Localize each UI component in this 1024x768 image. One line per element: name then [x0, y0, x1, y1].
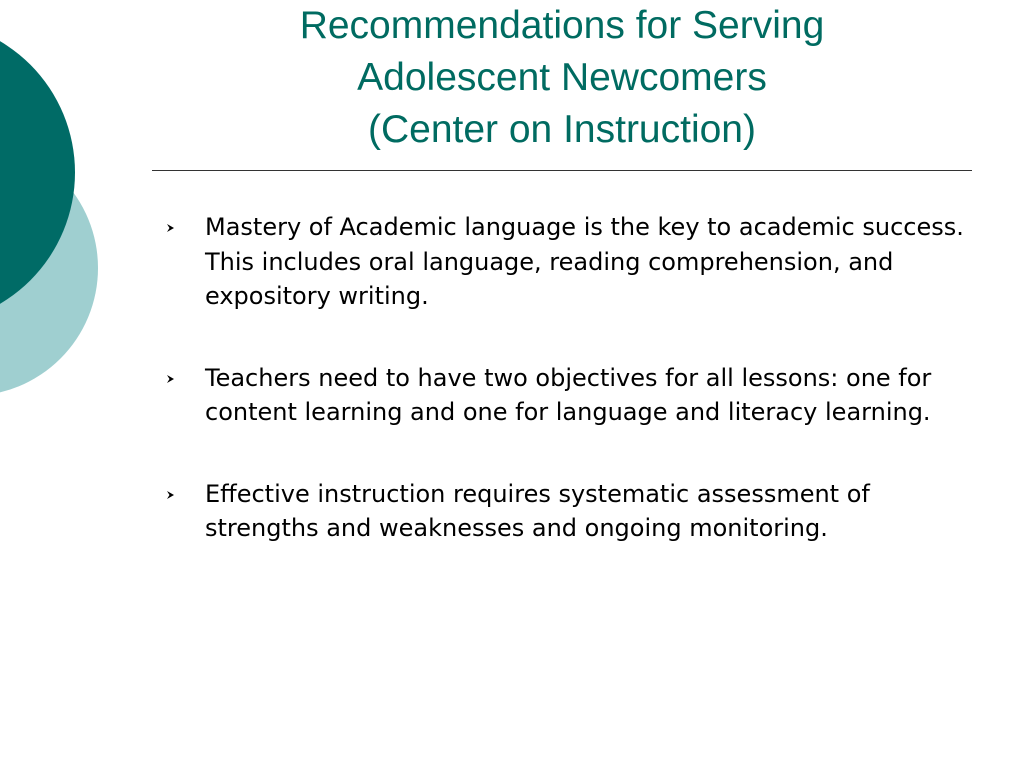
title-line-3: (Center on Instruction)	[367, 108, 756, 151]
title-line-1: Recommendations for Serving	[299, 4, 825, 47]
slide-title	[152, 0, 972, 156]
bullet-item	[160, 361, 970, 430]
bullet-item	[160, 210, 970, 314]
arrowhead-bullet-icon	[166, 490, 176, 500]
title-line-2: Adolescent Newcomers	[357, 56, 767, 99]
arrowhead-bullet-icon	[166, 374, 176, 384]
bullet-text: Mastery of Academic language is the key to academic success. This includes oral language, reading comprehension, and expository writing.	[205, 213, 964, 310]
arrowhead-bullet-icon	[166, 223, 176, 233]
bullet-list	[160, 210, 970, 593]
title-divider	[152, 170, 972, 171]
bullet-item	[160, 477, 970, 546]
bullet-text: Effective instruction requires systematic assessment of strengths and weaknesses and ongoing monitoring.	[205, 479, 870, 542]
bullet-text: Teachers need to have two objectives for all lessons: one for content learning and one for language and literacy learning.	[205, 363, 932, 426]
